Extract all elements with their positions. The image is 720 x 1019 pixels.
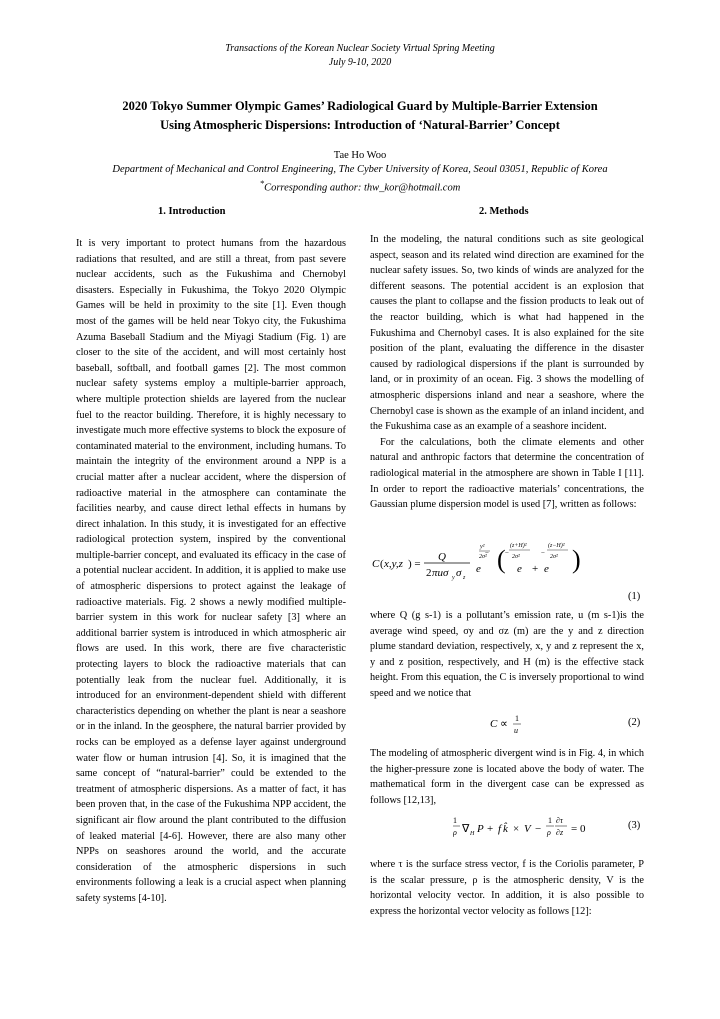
methods-column-continued	[370, 608, 644, 702]
equation-3-graphic	[453, 814, 593, 842]
corresponding-author	[0, 178, 720, 194]
svg-text:ρ: ρ	[547, 828, 551, 837]
svg-text:2σ²: 2σ²	[479, 554, 487, 560]
svg-text:= 0: = 0	[571, 823, 586, 835]
methods-paragraph-5: where τ is the surface stress vector, f is the Coriolis parameter, P is the scalar pressure, ρ is the atmospheric density, V is the horizontal velocity vector. In addition, it is also possible to express the horizontal vector velocity as follows [12]:	[370, 859, 644, 917]
svg-text:∝: ∝	[500, 718, 508, 730]
svg-text:e: e	[517, 563, 522, 575]
svg-text:πuσ: πuσ	[432, 567, 449, 579]
svg-text:y: y	[452, 575, 455, 581]
svg-text:σ: σ	[456, 567, 462, 579]
svg-text:f: f	[498, 823, 502, 835]
svg-text:x,y,z: x,y,z	[384, 558, 403, 570]
methods-paragraph-1: In the modeling, the natural conditions such as site geological aspect, season and its related wind direction are examined for the nuclear safety issues. So, two kinds of winds are analyzed for the different seasons. The potential accident is an explosion that causes the plant to collapse and the fission products to leak out of the reactor building, which is what had happened in the Fukushima and Chernobyl cases. It is also explained for the site position of the plant, evaluating the difference in the disaster caused by radiological dispersions if the plant is surrounded by land, or in proximity of an ocean. Fig. 3 shows the modelling of atmospheric dispersions inland and near a seashore, where the Chernobyl case is shown as the example of an inland incident, and the Fukushima case as an example of a seashore incident.	[370, 234, 644, 433]
introduction-heading: 1. Introduction	[158, 206, 226, 217]
svg-text:) =: ) =	[408, 558, 421, 570]
equation-3-number: (3)	[628, 820, 641, 831]
svg-text:2σ²: 2σ²	[550, 554, 558, 560]
svg-text:H: H	[470, 831, 475, 837]
svg-text:Q: Q	[438, 551, 446, 563]
svg-text:k̂: k̂	[503, 823, 508, 835]
conference-date: July 9-10, 2020	[328, 57, 392, 68]
methods-column-divergent	[370, 746, 644, 808]
methods-column	[370, 232, 644, 513]
introduction-column	[76, 236, 346, 907]
title-line-1: 2020 Tokyo Summer Olympic Games’ Radiological Guard by Multiple-Barrier Extension	[122, 99, 598, 113]
corresponding-mark: *	[259, 178, 265, 188]
svg-text:C: C	[490, 718, 498, 730]
paper-title	[30, 97, 690, 135]
svg-text:ρ: ρ	[453, 828, 457, 837]
svg-text:2: 2	[426, 567, 432, 579]
corresponding-email: Corresponding author: thw_kor@hotmail.com	[264, 182, 461, 194]
svg-text:1: 1	[453, 816, 457, 825]
svg-text:(: (	[380, 558, 384, 570]
introduction-paragraph: It is very important to protect humans from the hazardous radiations that resulted, and are still a threat, from past severe nuclear accidents, such as the Fukushima and Chernobyl disasters. Especially in Fukushima, the Tokyo 2020 Olympic Games will be held in proximity to the site [1]. Even though most of the games will be held near Tokyo city, the Fukushima Azuma Baseball Stadium and the Miyagi Stadium (Fig. 1) are closer to the site of the accident, and will most certainly host baseball, softball, and football games [2]. The most common nuclear safety systems employ a multiple-barrier approach, where multiple protection shields are layered from the nuclear fuel to the reactor building. Therefore, it is highly necessary to investigate much more effective systems to block the exposure of contaminated material to the environment, including humans. To maintain the integrity of the environment around a NPP is a crucial matter after a nuclear accident, where the dispersion of radioactive material in the atmosphere can contaminate the facilities nearby, and cause direct lethal effects in humans by direct inhalation. In this study, it is investigated for an effective radiological protection system, inspired by the conventional multiple-barrier concept, and evaluated its efficacy in the case of a potential nuclear accident. In addition, it is applied to make use of atmospheric dispersions to protect against the leakage of radioactive materials. Fig. 2 shows a newly modified multiple-barrier system in this work for nuclear safety [3] where an additional barrier system is introduced in which atmospheric air flows are used. In this work, there are five characteristic protecting layers to block the radioactive materials that can potentially leak from the nuclear fuel. Additionally, it is introduced for an environment-dependent shield with different characteristics depending on whether the plant is near a seashore or in the inland. In the geosphere, the natural barrier provided by rocks can be employed as a defense layer against underground water flow or human intrusion [4]. So, it is imagined that the same concept of “natural-barrier” could be extended to the treatment of atmospheric dispersions. As a matter of fact, it has been proven that, in the case of the Fukushima NPP accident, the significant air flow around the plant contributed to the diffusion of leaked material [4-6]. However, there are also many other NPPs on seashores around the world, and the accurate consideration of the atmospheric dispersions in such environments following a leak is a crucial aspect when planning safety systems [4-10].	[76, 238, 346, 904]
svg-text:(z−H)²: (z−H)²	[548, 543, 565, 549]
svg-text:∇: ∇	[462, 823, 470, 835]
methods-paragraph-2: For the calculations, both the climate elements and other natural and anthropic factors that determine the concentration of radiological material in the atmosphere are shown in Table I [11]. In order to report the radioactive materials’ concentrations, the Gaussian plume dispersion model is used [7], written as follows:	[370, 436, 644, 511]
svg-text:1: 1	[515, 714, 519, 723]
svg-text:×: ×	[513, 823, 520, 835]
equation-2-graphic	[490, 712, 530, 738]
svg-text:y²: y²	[480, 544, 485, 550]
methods-column-final	[370, 857, 644, 919]
svg-text:V: V	[524, 823, 531, 835]
svg-text:2σ²: 2σ²	[512, 554, 520, 560]
svg-text:u: u	[514, 726, 518, 735]
equation-1	[372, 538, 642, 588]
equation-2	[490, 712, 530, 738]
svg-text:1: 1	[548, 816, 552, 825]
equation-3	[453, 814, 593, 842]
svg-text:−: −	[535, 823, 542, 835]
methods-paragraph-4: The modeling of atmospheric divergent wind is in Fig. 4, in which the higher-pressure zone is located above the body of water. The mathematical form in the divergent case can be expressed as follows [12,13],	[370, 748, 644, 806]
equation-1-number: (1)	[628, 591, 641, 602]
svg-text:): )	[572, 545, 581, 574]
equation-2-number: (2)	[628, 717, 641, 728]
svg-text:C: C	[372, 558, 380, 570]
affiliation: Department of Mechanical and Control Engineering, The Cyber University of Korea, Seoul 03051, Republic of Korea	[112, 164, 608, 175]
svg-text:P: P	[477, 823, 484, 835]
author-name: Tae Ho Woo	[333, 150, 387, 161]
svg-text:∂τ: ∂τ	[556, 816, 563, 825]
conference-header: Transactions of the Korean Nuclear Society Virtual Spring Meeting	[225, 43, 495, 54]
svg-text:−: −	[485, 549, 489, 557]
methods-paragraph-3: where Q (g s-1) is a pollutant’s emission rate, u (m s-1)is the average wind speed, σy and σz (m) are the y and z direction plume standard deviation, respectively, x, y and z represent the x, y and z position, respectively, and H (m) is the effective stack height. From this equation, the C is inversely proportional to wind speed and we notice that	[370, 610, 644, 699]
svg-text:−: −	[505, 549, 509, 557]
svg-text:e: e	[544, 563, 549, 575]
svg-text:∂z: ∂z	[556, 828, 564, 837]
svg-text:(z+H)²: (z+H)²	[510, 543, 527, 549]
svg-text:(: (	[497, 545, 506, 574]
title-line-2: Using Atmospheric Dispersions: Introduction of ‘Natural-Barrier’ Concept	[160, 118, 560, 132]
equation-1-graphic	[372, 538, 642, 588]
svg-text:z: z	[463, 575, 466, 581]
methods-heading: 2. Methods	[479, 206, 529, 217]
svg-text:e: e	[476, 563, 481, 575]
svg-text:−: −	[541, 549, 545, 557]
svg-text:+: +	[532, 563, 539, 575]
svg-text:+: +	[487, 823, 494, 835]
